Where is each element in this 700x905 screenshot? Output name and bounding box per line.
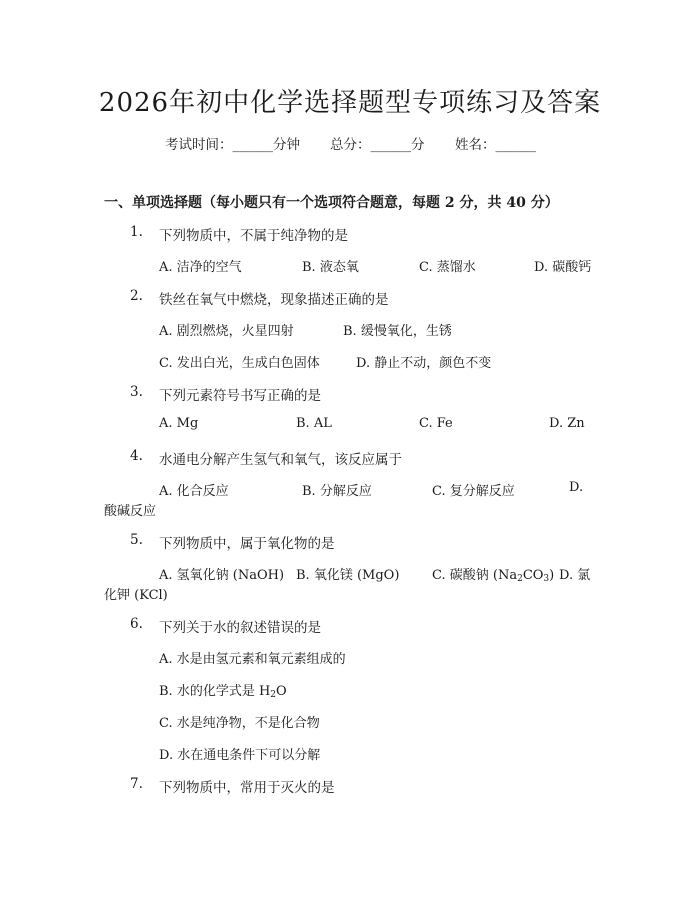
option-b: B. 缓慢氧化，生锈 [343, 324, 452, 339]
option-d: D. 静止不动，颜色不变 [356, 356, 492, 371]
question-number: 6. [130, 616, 143, 632]
option-b: B. 氧化镁 (MgO) [296, 568, 400, 583]
formula-part: O [276, 684, 287, 699]
student-name-field: 姓名：______ [455, 137, 536, 153]
option-b: B. 分解反应 [302, 484, 372, 499]
option-a: A. 水是由氢元素和氧元素组成的 [159, 652, 346, 667]
question-number: 4. [130, 448, 143, 464]
option-d-prefix: D. [569, 480, 584, 495]
option-b: B. 液态氧 [302, 260, 359, 275]
option-d-text: 酸碱反应 [104, 504, 157, 519]
option-d: D. 水在通电条件下可以分解 [159, 748, 321, 763]
question-number: 7. [130, 776, 143, 792]
question-text: 水通电分解产生氢气和氧气，该反应属于 [159, 452, 402, 468]
formula-close: ) [549, 568, 555, 583]
option-b [159, 680, 287, 699]
option-c: C. 发出白光，生成白色固体 [159, 356, 320, 371]
option-c: C. Fe [419, 416, 453, 431]
option-b: B. AL [296, 416, 332, 431]
question-text: 下列物质中，属于氧化物的是 [159, 536, 335, 552]
subscript: 3 [543, 574, 550, 584]
question-number: 5. [130, 532, 143, 548]
option-d-text: 化钾 (KCl) [104, 588, 168, 603]
question-number: 1. [130, 224, 143, 240]
option-c [432, 564, 554, 583]
option-a: A. 洁净的空气 [159, 260, 242, 275]
subscript: 2 [270, 690, 277, 700]
total-score-field: 总分：______分 [330, 137, 425, 153]
question-text: 下列关于水的叙述错误的是 [159, 620, 321, 636]
question-number: 3. [130, 384, 143, 400]
subscript: 2 [517, 574, 523, 584]
option-d-prefix: D. 氯 [559, 568, 591, 583]
option-c: C. 复分解反应 [432, 484, 515, 499]
option-a: A. Mg [159, 416, 199, 431]
option-d: D. 碳酸钙 [534, 260, 592, 275]
option-b-text: B. 水的化学式是 H [159, 684, 271, 699]
question-text: 下列物质中，常用于灭火的是 [159, 780, 335, 796]
question-text: 铁丝在氧气中燃烧，现象描述正确的是 [159, 292, 389, 308]
option-d: D. Zn [549, 416, 585, 431]
option-c: C. 蒸馏水 [419, 260, 476, 275]
option-a: A. 化合反应 [159, 484, 229, 499]
exam-time-field: 考试时间：______分钟 [165, 137, 300, 153]
page-title: 2026年初中化学选择题型专项练习及答案 [98, 88, 602, 118]
section-heading: 一、单项选择题（每小题只有一个选项符合题意，每题 2 分，共 40 分） [104, 195, 559, 211]
question-text: 下列物质中，不属于纯净物的是 [159, 228, 348, 244]
option-a: A. 氢氧化钠 (NaOH) [159, 568, 285, 583]
option-c: C. 水是纯净物，不是化合物 [159, 716, 320, 731]
question-number: 2. [130, 288, 143, 304]
formula-part: CO [522, 568, 544, 583]
question-text: 下列元素符号书写正确的是 [159, 388, 321, 404]
option-c-text: C. 碳酸钠 (Na [432, 568, 518, 583]
option-a: A. 剧烈燃烧，火星四射 [159, 324, 294, 339]
